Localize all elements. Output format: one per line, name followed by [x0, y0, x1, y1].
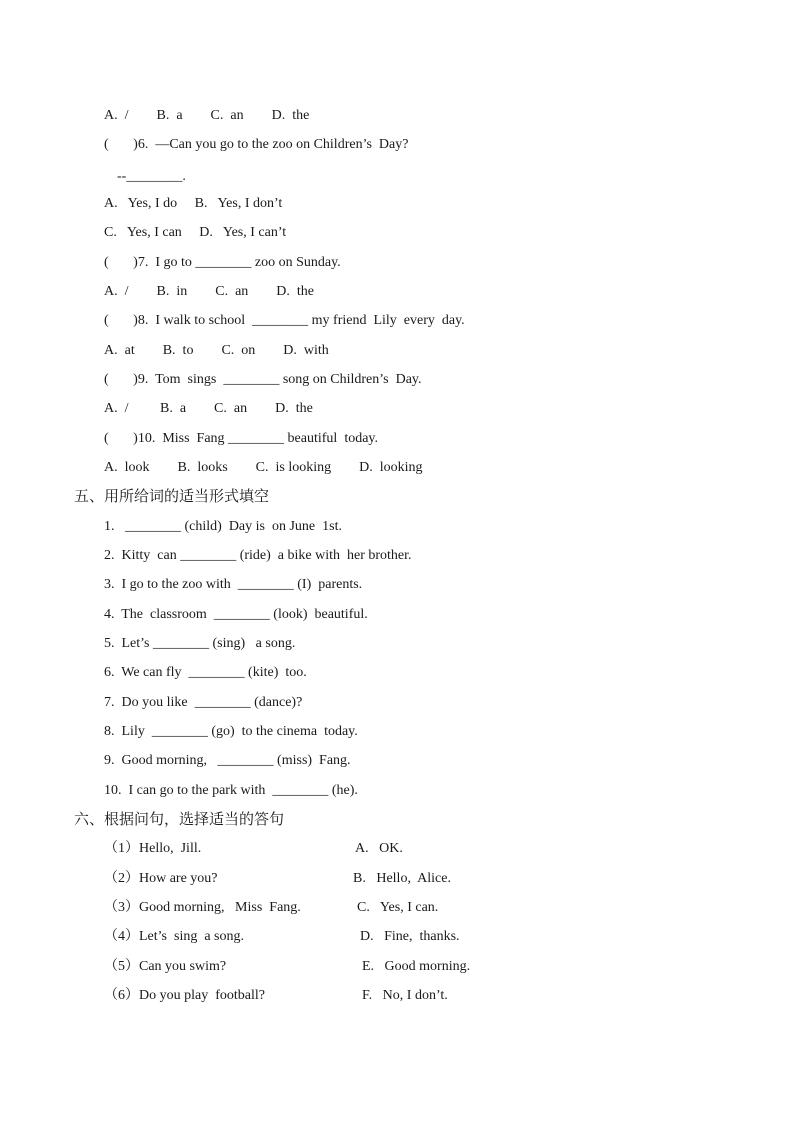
section-6-heading: 六、根据问句，选择适当的答句	[74, 810, 285, 828]
section-5-heading: 五、用所给词的适当形式填空	[74, 487, 270, 505]
match-answer-a: A. OK.	[355, 841, 403, 856]
question-6-response-blank: --________.	[110, 169, 186, 184]
mc-options-q6-ab: A. Yes, I do B. Yes, I don’t	[104, 196, 283, 211]
fill-item-1: 1. ________ (child) Day is on June 1st.	[104, 519, 342, 534]
match-question-6: （6）Do you play football?	[104, 988, 265, 1003]
fill-item-4: 4. The classroom ________ (look) beautiful.	[104, 607, 368, 622]
fill-item-2: 2. Kitty can ________ (ride) a bike with her brother.	[104, 548, 412, 563]
fill-item-3: 3. I go to the zoo with ________ (I) parents.	[104, 577, 363, 592]
fill-item-8: 8. Lily ________ (go) to the cinema today.	[104, 724, 358, 739]
match-question-1: （1）Hello, Jill.	[104, 841, 202, 856]
mc-options-q7: A. / B. in C. an D. the	[104, 284, 314, 299]
question-8: ( )8. I walk to school ________ my friend Lily every day.	[104, 313, 465, 328]
match-question-3: （3）Good morning, Miss Fang.	[104, 900, 301, 915]
mc-options-q8: A. at B. to C. on D. with	[104, 343, 329, 358]
match-answer-b: B. Hello, Alice.	[353, 871, 451, 886]
fill-item-5: 5. Let’s ________ (sing) a song.	[104, 636, 296, 651]
mc-options-q5: A. / B. a C. an D. the	[104, 108, 310, 123]
match-answer-d: D. Fine, thanks.	[360, 929, 460, 944]
match-answer-f: F. No, I don’t.	[362, 988, 448, 1003]
match-question-4: （4）Let’s sing a song.	[104, 929, 244, 944]
mc-options-q9: A. / B. a C. an D. the	[104, 401, 313, 416]
question-6: ( )6. —Can you go to the zoo on Children’s Day?	[104, 137, 409, 152]
question-7: ( )7. I go to ________ zoo on Sunday.	[104, 255, 341, 270]
fill-item-7: 7. Do you like ________ (dance)?	[104, 695, 303, 710]
mc-options-q10: A. look B. looks C. is looking D. looking	[104, 460, 423, 475]
question-9: ( )9. Tom sings ________ song on Children’s Day.	[104, 372, 422, 387]
match-question-2: （2）How are you?	[104, 871, 218, 886]
match-answer-e: E. Good morning.	[362, 959, 471, 974]
fill-item-6: 6. We can fly ________ (kite) too.	[104, 665, 307, 680]
mc-options-q6-cd: C. Yes, I can D. Yes, I can’t	[104, 225, 287, 240]
question-10: ( )10. Miss Fang ________ beautiful today.	[104, 431, 379, 446]
match-question-5: （5）Can you swim?	[104, 959, 227, 974]
fill-item-9: 9. Good morning, ________ (miss) Fang.	[104, 753, 351, 768]
match-answer-c: C. Yes, I can.	[357, 900, 439, 915]
fill-item-10: 10. I can go to the park with ________ (he).	[104, 783, 358, 798]
